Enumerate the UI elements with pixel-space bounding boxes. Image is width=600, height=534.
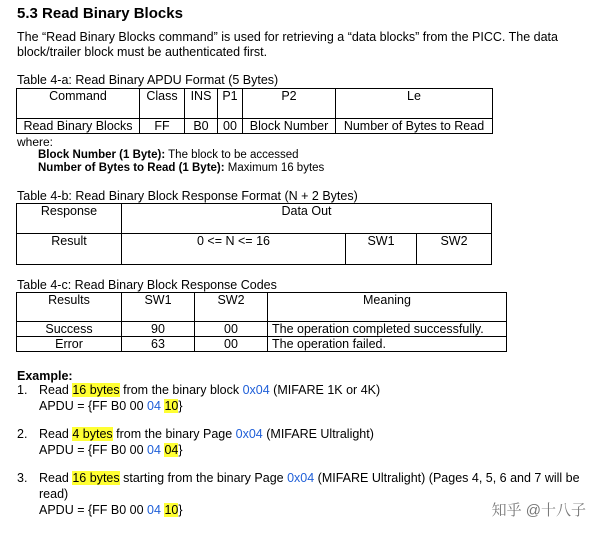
table-a-header-le: Le bbox=[336, 89, 493, 119]
table-b-header-data-out: Data Out bbox=[122, 204, 492, 234]
definition-desc: Maximum 16 bytes bbox=[224, 162, 325, 174]
example-heading: Example: bbox=[17, 369, 73, 383]
table-c-cell: 63 bbox=[122, 337, 195, 352]
apdu-line: APDU = {FF B0 00 04 10} bbox=[39, 503, 183, 517]
example-number: 3. bbox=[17, 471, 28, 485]
table-c-cell: Error bbox=[17, 337, 122, 352]
table-c-header-sw2: SW2 bbox=[195, 293, 268, 322]
length-highlight: 10 bbox=[164, 399, 179, 413]
table-b-cell: Result bbox=[17, 234, 122, 265]
example-number: 1. bbox=[17, 383, 28, 397]
table-a-header-command: Command bbox=[17, 89, 140, 119]
definition-bytes-to-read bbox=[38, 162, 324, 174]
example-body: Read 16 bytes from the binary block 0x04 (MIFARE 1K or 4K) APDU = {FF B0 00 04 10} bbox=[39, 383, 381, 413]
table-a-cell: FF bbox=[140, 119, 185, 134]
byte-count-highlight: 16 bytes bbox=[72, 471, 120, 485]
apdu-line: APDU = {FF B0 00 04 04} bbox=[39, 443, 183, 457]
where-label: where: bbox=[17, 135, 54, 149]
definition-term: Number of Bytes to Read (1 Byte): bbox=[38, 162, 225, 174]
intro-paragraph: The “Read Binary Blocks command” is used for retrieving a “data blocks” from the PICC. The data block/trailer block must be authenticated first. bbox=[17, 30, 558, 59]
section-title: 5.3 Read Binary Blocks bbox=[17, 5, 183, 22]
table-a-header-class: Class bbox=[140, 89, 185, 119]
address-value: 0x04 bbox=[287, 471, 315, 485]
table-c bbox=[16, 292, 507, 352]
table-c-cell: The operation failed. bbox=[268, 337, 507, 352]
apdu-line: APDU = {FF B0 00 04 10} bbox=[39, 399, 183, 413]
length-highlight: 04 bbox=[164, 443, 179, 457]
table-a-header-ins: INS bbox=[185, 89, 218, 119]
table-c-header-meaning: Meaning bbox=[268, 293, 507, 322]
table-a-cell: Read Binary Blocks bbox=[17, 119, 140, 134]
watermark: 知乎 @十八子 bbox=[491, 502, 586, 519]
table-c-header-results: Results bbox=[17, 293, 122, 322]
table-a bbox=[16, 88, 493, 134]
table-b-header-response: Response bbox=[17, 204, 122, 234]
table-c-cell: The operation completed successfully. bbox=[268, 322, 507, 337]
table-c-caption: Table 4-c: Read Binary Block Response Codes bbox=[17, 278, 277, 292]
table-a-header-p1: P1 bbox=[218, 89, 243, 119]
table-row bbox=[17, 322, 507, 337]
table-c-cell: 90 bbox=[122, 322, 195, 337]
table-b-caption: Table 4-b: Read Binary Block Response Format (N + 2 Bytes) bbox=[17, 189, 358, 203]
example-body: Read 16 bytes starting from the binary Page 0x04 (MIFARE Ultralight) (Pages 4, 5, 6 and 7 will be read) APDU = {FF B0 00 04 10} bbox=[39, 471, 580, 517]
table-a-caption: Table 4-a: Read Binary APDU Format (5 Bytes) bbox=[17, 73, 279, 87]
definition-desc: The block to be accessed bbox=[165, 149, 299, 161]
definition-term: Block Number (1 Byte): bbox=[38, 149, 166, 161]
definition-block-number bbox=[38, 149, 299, 161]
table-a-cell: B0 bbox=[185, 119, 218, 134]
table-a-cell: Number of Bytes to Read bbox=[336, 119, 493, 134]
table-b bbox=[16, 203, 492, 265]
example-body: Read 4 bytes from the binary Page 0x04 (MIFARE Ultralight) APDU = {FF B0 00 04 04} bbox=[39, 427, 374, 457]
byte-count-highlight: 4 bytes bbox=[72, 427, 113, 441]
table-c-cell: 00 bbox=[195, 322, 268, 337]
example-item-1 bbox=[17, 382, 589, 414]
table-c-header-sw1: SW1 bbox=[122, 293, 195, 322]
address-value: 0x04 bbox=[242, 383, 270, 397]
example-item-2 bbox=[17, 426, 589, 458]
address-value: 0x04 bbox=[235, 427, 263, 441]
table-a-header-p2: P2 bbox=[243, 89, 336, 119]
table-b-cell: 0 <= N <= 16 bbox=[122, 234, 346, 265]
table-b-cell: SW2 bbox=[417, 234, 492, 265]
table-a-cell: 00 bbox=[218, 119, 243, 134]
table-a-cell: Block Number bbox=[243, 119, 336, 134]
byte-count-highlight: 16 bytes bbox=[72, 383, 120, 397]
table-row bbox=[17, 337, 507, 352]
example-number: 2. bbox=[17, 427, 28, 441]
table-c-cell: Success bbox=[17, 322, 122, 337]
table-c-cell: 00 bbox=[195, 337, 268, 352]
length-highlight: 10 bbox=[164, 503, 179, 517]
table-b-cell: SW1 bbox=[346, 234, 417, 265]
